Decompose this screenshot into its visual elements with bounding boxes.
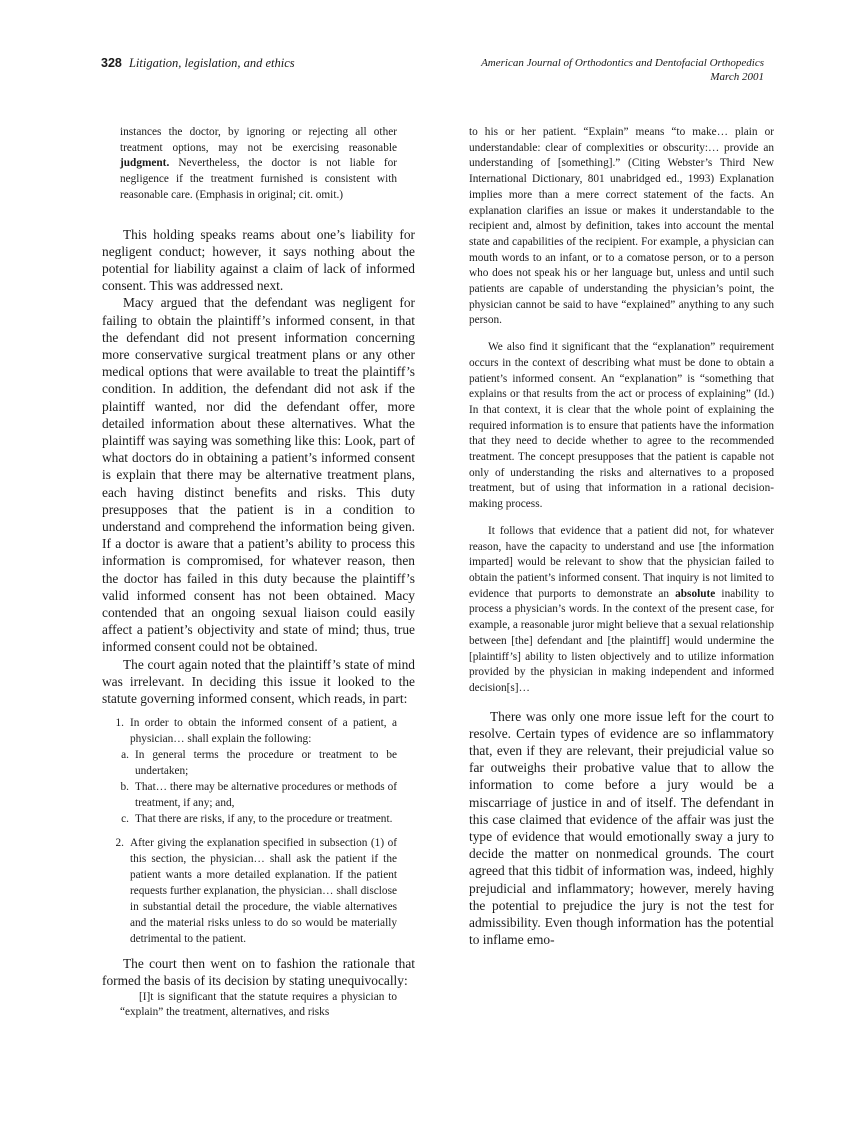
right-column bbox=[469, 125, 774, 948]
list-text: In general terms the procedure or treatment to be undertaken; bbox=[135, 749, 397, 778]
quote-text: inability to process a physician’s words. In the context of the present case, for example, a reasonable juror might believe that a sexual relationship between [the] defendant and [the plaintiff] would undermine the [plaintiff’s] ability to listen objectively and to utilize information provided by the physician in making independent and informed decision[s]… bbox=[469, 587, 774, 694]
statute-item-2 bbox=[102, 835, 415, 947]
page-number: 328 bbox=[101, 56, 122, 70]
statute-subitem-a bbox=[102, 747, 415, 779]
block-quote-evidence bbox=[469, 524, 774, 697]
journal-name: American Journal of Orthodontics and Dentofacial Orthopedics bbox=[481, 57, 764, 69]
running-header-right bbox=[481, 56, 764, 84]
bold-emphasis: absolute bbox=[675, 587, 716, 600]
running-header-left bbox=[101, 56, 295, 71]
paragraph-statute-intro: The court again noted that the plaintiff’s state of mind was irrelevant. In deciding this issue it looked to the statute governing informed consent, which reads, in part: bbox=[102, 656, 415, 706]
quote-text: Nevertheless, the doctor is not liable for negligence if the treatment furnished is consistent with reasonable care. (Emphasis in original; cit. omit.) bbox=[120, 157, 397, 201]
issue-date: March 2001 bbox=[710, 71, 764, 83]
list-number: 2. bbox=[115, 837, 124, 850]
list-text: That there are risks, if any, to the procedure or treatment. bbox=[135, 813, 393, 826]
statute-subitem-c bbox=[102, 811, 415, 827]
quote-text: It follows that evidence that a patient did not, for whatever reason, have the capacity to understand and use [the information imparted] would be relevant to show that the physician failed to obtain the patient’s informed consent. That inquiry is not limited to evidence that purports to demonstrate an bbox=[469, 524, 774, 600]
list-letter: c. bbox=[121, 813, 129, 826]
left-column bbox=[102, 125, 415, 1021]
block-quote-start: [I]t is significant that the statute requires a physician to “explain” the treatment, alternatives, and risks bbox=[120, 990, 397, 1019]
statute-item-1 bbox=[102, 715, 415, 747]
block-quote-explanation: We also find it significant that the “explanation” requirement occurs in the context of describing what must be done to obtain a patient’s informed consent. An “explanation” is “something that explains or that results from the act or process of explaining” (Id.) In that context, it is clear that the whole point of explaining the required information is to ensure that patients have the information that they need to decide whether to agree to the recommended treatment. The concept presupposes that the patient is capable not only of understanding the risks and alternatives to a proposed treatment, but of using that information in a rational decision-making process. bbox=[469, 341, 774, 511]
quote-text: instances the doctor, by ignoring or rejecting all other treatment options, may not be exercising reasonable bbox=[120, 126, 397, 154]
paragraph-macy-argument: Macy argued that the defendant was negligent for failing to obtain the plaintiff’s informed consent, in that the defendant did not present information concerning more conservative surgical treatment plans or any other medical options that were available to treat the plaintiff’s condition. In addition, the defendant did not ask if the plaintiff wanted, nor did the defendant offer, more detailed information about these alternatives. What the plaintiff was saying was something like this: Look, part of what doctors do in obtaining a patient’s informed consent is explain that there may be alternative treatment plans, each having distinct benefits and risks. This duty presupposes that the patient is in a condition to understand and comprehend the information being given. If a doctor is aware that a patient’s ability to process this information is compromised, for whatever reason, then the doctor has failed in this duty because the plaintiff’s valid informed consent has not been obtained. Macy contended that an ongoing sexual liaison could easily affect a patient’s objectivity and state of mind; thus, true informed consent could not be obtained. bbox=[102, 295, 415, 655]
bold-emphasis: judgment. bbox=[120, 157, 170, 170]
block-quote-emphasis bbox=[102, 125, 415, 204]
paragraph-holding: This holding speaks reams about one’s liability for negligent conduct; however, it says nothing about the potential for liability against a claim of lack of informed consent. This was addressed next. bbox=[102, 226, 415, 294]
list-letter: a. bbox=[121, 749, 129, 762]
statute-list bbox=[102, 715, 415, 947]
list-text: That… there may be alternative procedures or methods of treatment, if any; and, bbox=[135, 781, 397, 810]
list-text: After giving the explanation specified in subsection (1) of this section, the physician… shall ask the patient if the patient wants a more detailed explanation. If the patient requests further explanation, the physician… shall disclose in substantial detail the procedure, the viable alternatives and the material risks unless to do so would be materially detrimental to the patient. bbox=[130, 837, 397, 946]
list-text: In order to obtain the informed consent of a patient, a physician… shall explain the following: bbox=[130, 717, 397, 746]
list-letter: b. bbox=[120, 781, 129, 794]
statute-subitem-b bbox=[102, 779, 415, 811]
paragraph-prejudicial-evidence: There was only one more issue left for the court to resolve. Certain types of evidence are so inflammatory that, even if they are relevant, their prejudicial value so far outweighs their probative value that to allow the information to come before a jury would be a miscarriage of justice in and of itself. The defendant in this case claimed that evidence of the affair was just the type of evidence that would emotionally sway a jury to decide the matter on nonmedical grounds. The court agreed that this tidbit of information was, indeed, highly prejudicial and inflammatory; however, merely having the potential to prejudice the jury is not the test for admissibility. Even though information has the potential to inflame emo- bbox=[469, 708, 774, 948]
section-title: Litigation, legislation, and ethics bbox=[128, 56, 295, 70]
block-quote-continued: to his or her patient. “Explain” means “to make… plain or understandable: clear of complexities or obscurity:… provide an understanding of [something].” (Citing Webster’s Third New International Dictionary, 801 unabridged ed., 1993) Explanation implies more than a mere correct statement of the facts. An explanation clarifies an issue or makes it understandable to the recipient and, almost by definition, takes into account the mental state and capabilities of the recipient. For example, a physician can mouth words to an infant, or to a comatose person, or to a person who does not speak his or her language but, unless and until such patients are capable of understanding the physician’s point, the physician cannot be said to have “explained” anything to any such person. bbox=[469, 126, 774, 327]
list-number: 1. bbox=[115, 717, 124, 730]
paragraph-rationale: The court then went on to fashion the rationale that formed the basis of its decision by stating unequivocally: bbox=[102, 956, 415, 989]
